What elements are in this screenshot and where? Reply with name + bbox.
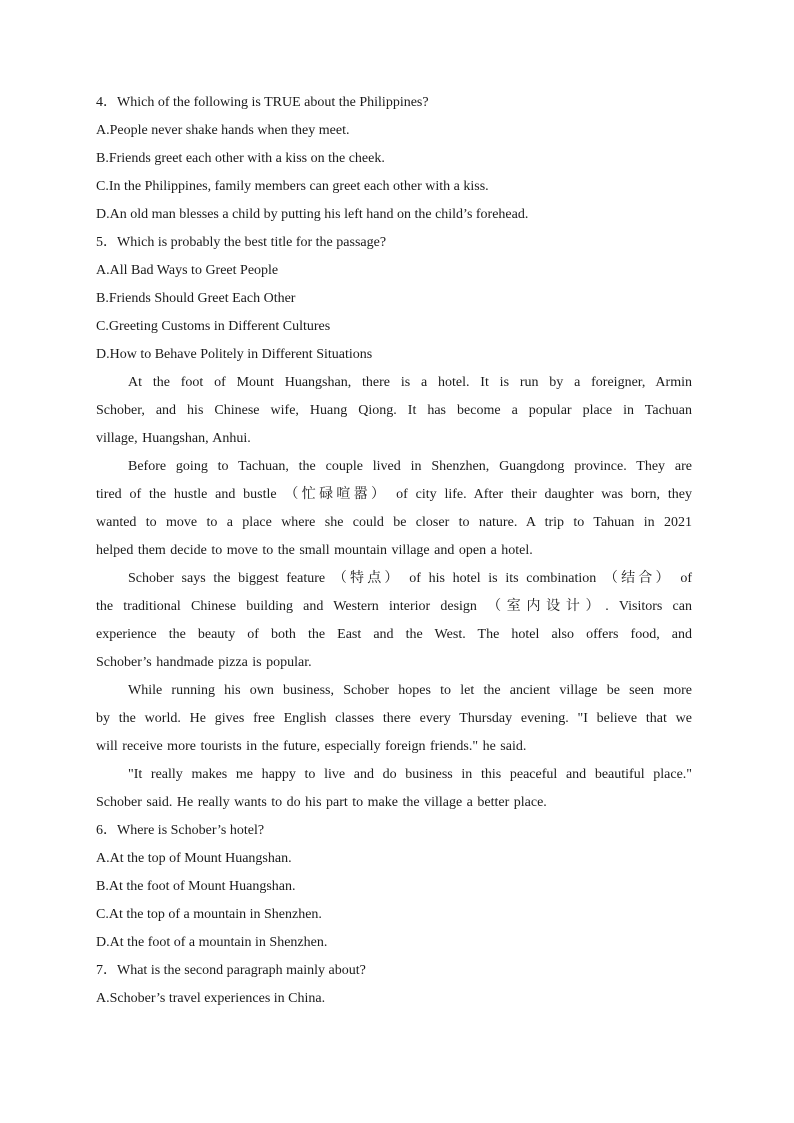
passage-line: will receive more tourists in the future, especially foreign friends." he said. [96, 739, 527, 754]
option-a: A.All Bad Ways to Greet People [96, 263, 279, 278]
question-6 [96, 822, 692, 952]
option-c: C.Greeting Customs in Different Cultures [96, 319, 331, 334]
question-5 [96, 234, 692, 364]
option-d: D.An old man blesses a child by putting his left hand on the child’s forehead. [96, 207, 529, 222]
passage-line: the traditional Chinese building and Western interior design （室内设计）. Visitors can [96, 599, 692, 614]
option-d: D.At the foot of a mountain in Shenzhen. [96, 935, 328, 950]
question-7 [96, 962, 692, 1008]
question-stem: 7．What is the second paragraph mainly about? [96, 963, 366, 978]
passage-line: village, Huangshan, Anhui. [96, 431, 251, 446]
option-b: B.Friends Should Greet Each Other [96, 291, 296, 306]
passage-paragraph-3 [96, 570, 692, 672]
passage-line: Schober’s handmade pizza is popular. [96, 655, 312, 670]
passage-line: by the world. He gives free English classes there every Thursday evening. "I believe that we [96, 711, 692, 726]
question-stem: 5．Which is probably the best title for the passage? [96, 235, 387, 250]
passage-line: helped them decide to move to the small mountain village and open a hotel. [96, 543, 533, 558]
passage-line: Schober says the biggest feature （特点） of his hotel is its combination （结合） of [128, 571, 692, 586]
passage-line: wanted to move to a place where she could be closer to nature. A trip to Tahuan in 2021 [96, 515, 692, 530]
option-b: B.Friends greet each other with a kiss on the cheek. [96, 151, 385, 166]
passage-paragraph-1 [96, 374, 692, 448]
passage-line: Before going to Tachuan, the couple lived in Shenzhen, Guangdong province. They are [128, 459, 692, 474]
question-stem: 4．Which of the following is TRUE about the Philippines? [96, 95, 429, 110]
passage-line: tired of the hustle and bustle （忙碌喧嚣） of city life. After their daughter was born, they [96, 487, 692, 502]
option-a: A.At the top of Mount Huangshan. [96, 851, 292, 866]
document-page [96, 94, 692, 1018]
passage-line: While running his own business, Schober hopes to let the ancient village be seen more [128, 683, 692, 698]
passage-line: "It really makes me happy to live and do business in this peaceful and beautiful place." [128, 767, 692, 782]
question-4 [96, 94, 692, 224]
passage-paragraph-4 [96, 682, 692, 756]
option-a: A.People never shake hands when they meet. [96, 123, 350, 138]
option-d: D.How to Behave Politely in Different Situations [96, 347, 373, 362]
passage-paragraph-2 [96, 458, 692, 560]
passage-line: Schober said. He really wants to do his part to make the village a better place. [96, 795, 547, 810]
passage-line: experience the beauty of both the East and the West. The hotel also offers food, and [96, 627, 692, 642]
passage-line: At the foot of Mount Huangshan, there is a hotel. It is run by a foreigner, Armin [128, 375, 692, 390]
question-stem: 6．Where is Schober’s hotel? [96, 823, 265, 838]
passage-line: Schober, and his Chinese wife, Huang Qiong. It has become a popular place in Tachuan [96, 403, 692, 418]
option-c: C.At the top of a mountain in Shenzhen. [96, 907, 322, 922]
option-b: B.At the foot of Mount Huangshan. [96, 879, 296, 894]
reading-passage [96, 374, 692, 812]
option-c: C.In the Philippines, family members can greet each other with a kiss. [96, 179, 489, 194]
passage-paragraph-5 [96, 766, 692, 812]
option-a: A.Schober’s travel experiences in China. [96, 991, 326, 1006]
